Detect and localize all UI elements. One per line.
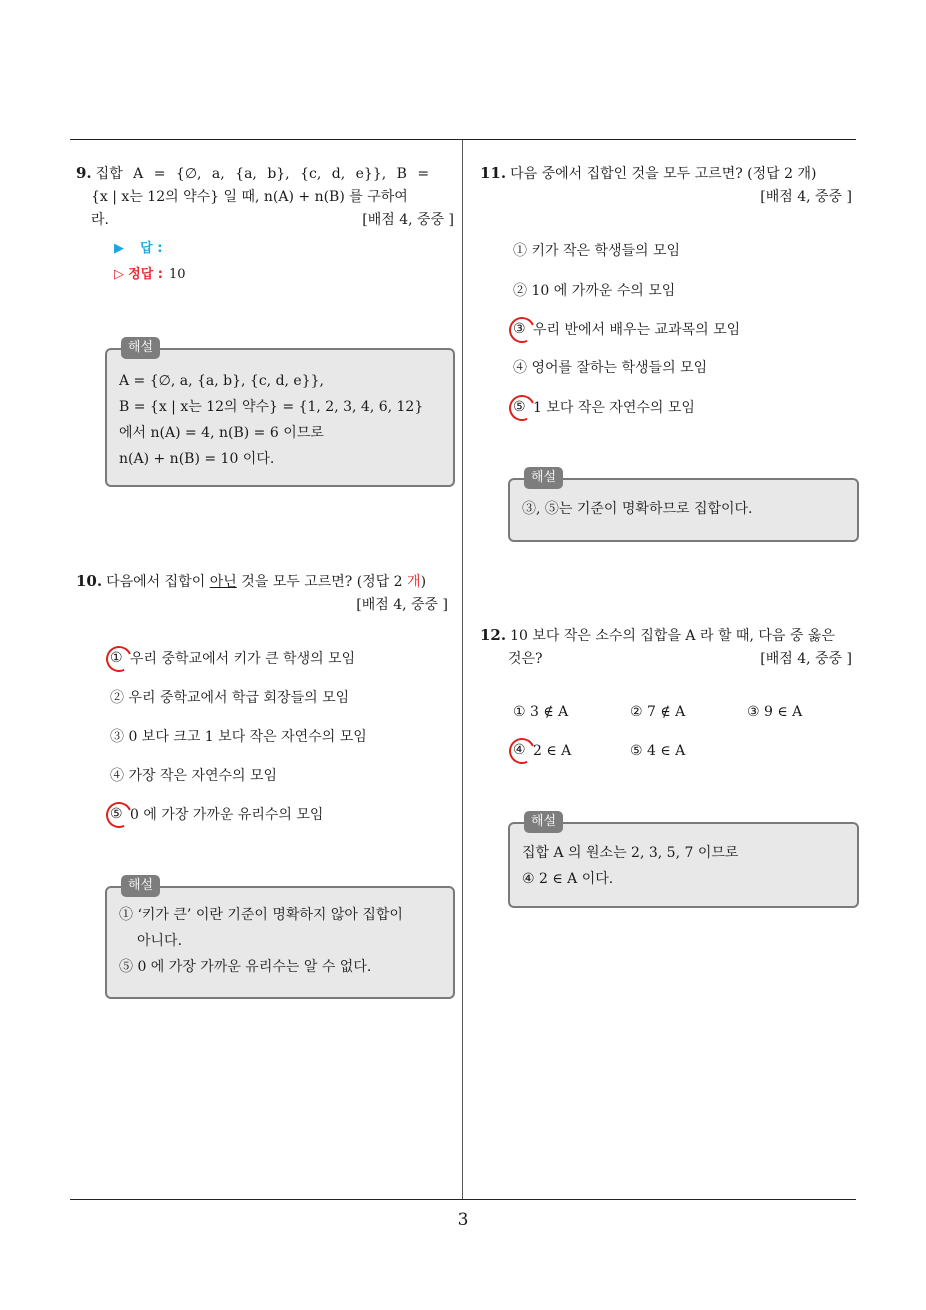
question-9 [76,162,454,288]
question-11 [480,162,856,209]
question-number: 10. [76,572,103,590]
question-meta: [배점 4, 중중 ] [362,212,454,228]
selected-circle-mark: ① [108,648,130,670]
column-divider [462,140,463,1200]
bottom-rule [70,1199,856,1200]
question-10 [76,570,454,617]
explanation-tag: 해설 [121,875,160,897]
correct-answer-line: ▷ 정답 : 10 [114,267,186,282]
question-meta: [배점 4, 중중 ] [760,651,852,667]
explanation-line: ③, ⑤는 기준이 명확하므로 집합이다. [522,501,753,517]
option-11-1[interactable]: ① 키가 작은 학생들의 모임 [513,243,681,259]
question-11-line1: 11. 다음 중에서 집합인 것을 모두 고르면? (정답 2 개) [480,164,817,182]
option-12-4[interactable]: ④ 2 ∈ A [511,740,571,762]
explanation-box-9 [105,340,455,487]
option-10-3[interactable]: ③ 0 보다 크고 1 보다 작은 자연수의 모임 [110,729,367,745]
option-12-2[interactable]: ② 7 ∉ A [630,704,686,720]
option-11-3[interactable]: ③ 우리 반에서 배우는 교과목의 모임 [511,319,740,341]
explanation-line: 집합 A 의 원소는 2, 3, 5, 7 이므로 [522,845,739,861]
answer-line: ▶ 답 : [114,241,163,256]
option-10-5[interactable]: ⑤ 0 에 가장 가까운 유리수의 모임 [108,804,323,826]
question-12 [480,624,856,671]
explanation-box-10 [105,878,455,999]
question-number: 9. [76,164,92,182]
question-12-line2: 것은? [배점 4, 중중 ] [508,648,856,671]
top-rule [70,139,856,140]
outline-arrow-icon: ▷ [114,267,124,282]
explanation-tag: 해설 [121,337,160,359]
option-12-5[interactable]: ⑤ 4 ∈ A [630,743,686,759]
explanation-line: 에서 n(A) = 4, n(B) = 6 이므로 [119,425,324,441]
explanation-line: ④ 2 ∈ A 이다. [522,871,614,887]
question-9-line1: 9. 집합 A = {∅, a, {a, b}, {c, d, e}}, B = [76,164,430,182]
option-12-1[interactable]: ① 3 ∉ A [513,704,569,720]
selected-circle-mark: ③ [511,319,533,341]
question-meta: [배점 4, 중중 ] [356,597,448,613]
explanation-tag: 해설 [524,467,563,489]
option-11-5[interactable]: ⑤ 1 보다 작은 자연수의 모임 [511,397,695,419]
explanation-line: 아니다. [137,933,183,949]
explanation-line: n(A) + n(B) = 10 이다. [119,451,275,467]
question-number: 12. [480,626,507,644]
selected-circle-mark: ⑤ [108,804,130,826]
explanation-line: ⑤ 0 에 가장 가까운 유리수는 알 수 없다. [119,959,372,975]
explanation-tag: 해설 [524,811,563,833]
explanation-line: ① ‘키가 큰’ 이란 기준이 명확하지 않아 집합이 [119,907,403,923]
question-12-line1: 12. 10 보다 작은 소수의 집합을 A 라 할 때, 다음 중 옳은 [480,626,835,644]
explanation-line: A = {∅, a, {a, b}, {c, d, e}}, [119,373,324,389]
option-12-3[interactable]: ③ 9 ∈ A [747,704,803,720]
selected-circle-mark: ④ [511,740,533,762]
question-number: 11. [480,164,507,182]
option-11-4[interactable]: ④ 영어를 잘하는 학생들의 모임 [513,360,708,376]
question-meta: [배점 4, 중중 ] [760,189,852,205]
question-9-line3: 라. [배점 4, 중중 ] [91,209,454,232]
option-11-2[interactable]: ② 10 에 가까운 수의 모임 [513,283,676,299]
question-9-line2: {x | x는 12의 약수} 일 때, n(A) + n(B) 를 구하여 [91,189,408,205]
explanation-box-11 [508,470,859,542]
page-number: 3 [457,1210,469,1230]
option-10-2[interactable]: ② 우리 중학교에서 학급 회장들의 모임 [110,690,350,706]
option-10-4[interactable]: ④ 가장 작은 자연수의 모임 [110,768,278,784]
play-arrow-icon: ▶ [114,241,124,256]
explanation-line: B = {x | x는 12의 약수} = {1, 2, 3, 4, 6, 12} [119,399,424,415]
explanation-box-12 [508,814,859,908]
option-10-1[interactable]: ① 우리 중학교에서 키가 큰 학생의 모임 [108,648,355,670]
question-10-line1: 10. 다음에서 집합이 아닌 것을 모두 고르면? (정답 2 개) [76,572,427,590]
selected-circle-mark: ⑤ [511,397,533,419]
